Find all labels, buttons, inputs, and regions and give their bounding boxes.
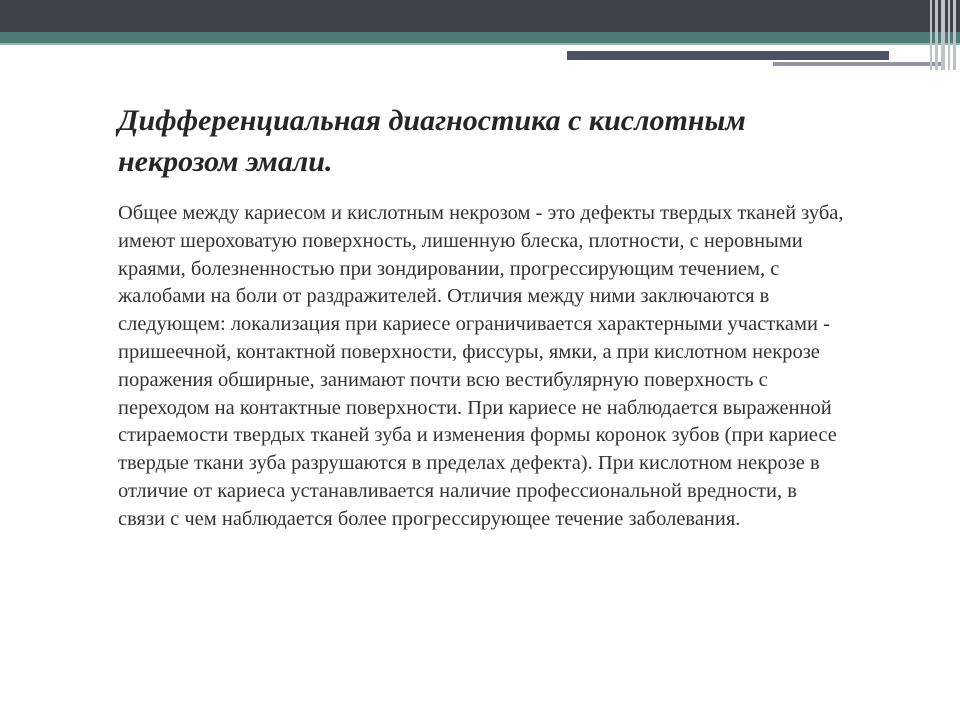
slide-title: Дифференциальная диагностика с кислотным некрозом эмали. bbox=[118, 104, 746, 178]
header-teal-band bbox=[0, 32, 960, 43]
header-accent-bar-thin bbox=[773, 62, 943, 66]
header-teal-line bbox=[0, 43, 960, 45]
header-dark-band bbox=[0, 0, 960, 32]
header-accent-bar bbox=[567, 51, 889, 60]
slide-body-text: Общее между кариесом и кислотным некрозом - это дефекты твердых тканей зуба, имеют шероховатую поверхность, лишенную блеска, плотности, с неровными краями, болезненностью при зондировании, прогрессирующим течением, с жалобами на боли от раздражителей. Отличия между ними заключаются в следующем: локализация при кариесе ограничивается характерными участками - пришеечной, контактной поверхности, фиссуры, ямки, а при кислотном некрозе поражения обширные, занимают почти всю вестибулярную поверхность с переходом на контактные поверхности. При кариесе не наблюдается выраженной стираемости твердых тканей зуба и изменения формы коронок зубов (при кариесе твердые ткани зуба разрушаются в пределах дефекта). При кислотном некрозе в отличие от кариеса устанавливается наличие профессиональной вредности, в связи с чем наблюдается более прогрессирующее течение заболевания. bbox=[118, 202, 844, 530]
decorative-side-stripes bbox=[928, 0, 960, 70]
